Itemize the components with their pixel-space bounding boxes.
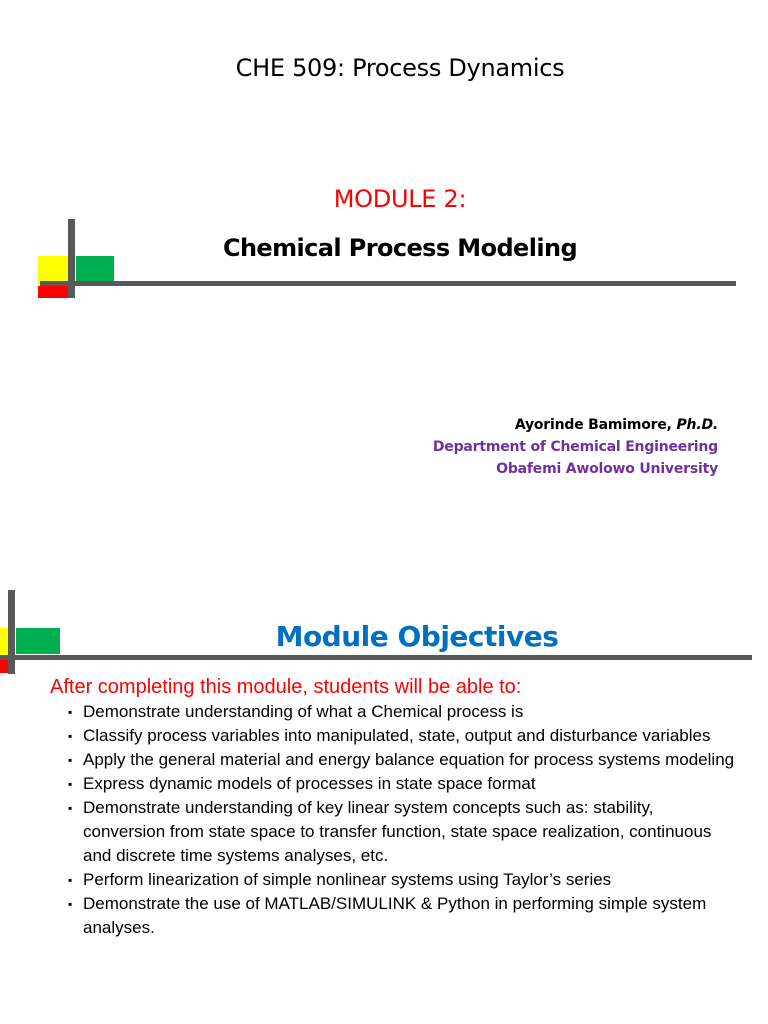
objective-text: Apply the general material and energy balance equation for process systems modeling <box>83 750 735 769</box>
bullet-icon: ▪ <box>68 897 73 911</box>
bullet-icon: ▪ <box>68 801 73 815</box>
objective-text: Demonstrate the use of MATLAB/SIMULINK & Python in performing simple system analyses. <box>83 894 707 937</box>
objective-item <box>68 724 738 748</box>
bullet-icon: ▪ <box>68 777 73 791</box>
module-label: MODULE 2: <box>333 185 467 213</box>
objectives-list <box>68 700 738 940</box>
objectives-title: Module Objectives <box>275 620 559 653</box>
objective-item <box>68 772 738 796</box>
author-block <box>433 414 718 480</box>
bullet-icon: ▪ <box>68 873 73 887</box>
objectives-slide <box>0 530 768 1024</box>
objectives-intro: After completing this module, students will be able to: <box>50 676 522 698</box>
course-title: CHE 509: Process Dynamics <box>235 54 565 82</box>
horizontal-rule-decoration <box>40 281 736 286</box>
objective-text: Express dynamic models of processes in state space format <box>83 774 536 793</box>
objective-text: Demonstrate understanding of key linear system concepts such as: stability, conversion from state space to transfer function, state space realization, continuous and discrete time systems analyses, etc. <box>83 798 712 865</box>
objective-text: Classify process variables into manipulated, state, output and disturbance variables <box>83 726 711 745</box>
objective-text: Perform linearization of simple nonlinear systems using Taylor’s series <box>83 870 612 889</box>
red-square-decoration <box>38 286 69 298</box>
author-degree: Ph.D. <box>676 417 718 433</box>
horizontal-rule-decoration <box>0 655 752 660</box>
objective-item <box>68 748 738 772</box>
objective-item <box>68 796 738 868</box>
bullet-icon: ▪ <box>68 753 73 767</box>
author-university: Obafemi Awolowo University <box>496 461 718 477</box>
author-line <box>433 414 718 436</box>
author-name: Ayorinde Bamimore, <box>514 417 672 433</box>
author-department: Department of Chemical Engineering <box>432 439 718 455</box>
bullet-icon: ▪ <box>68 705 73 719</box>
module-title: Chemical Process Modeling <box>222 234 578 262</box>
objective-item <box>68 868 738 892</box>
objective-text: Demonstrate understanding of what a Chemical process is <box>83 702 524 721</box>
objective-item <box>68 892 738 940</box>
bullet-icon: ▪ <box>68 729 73 743</box>
objective-item <box>68 700 738 724</box>
